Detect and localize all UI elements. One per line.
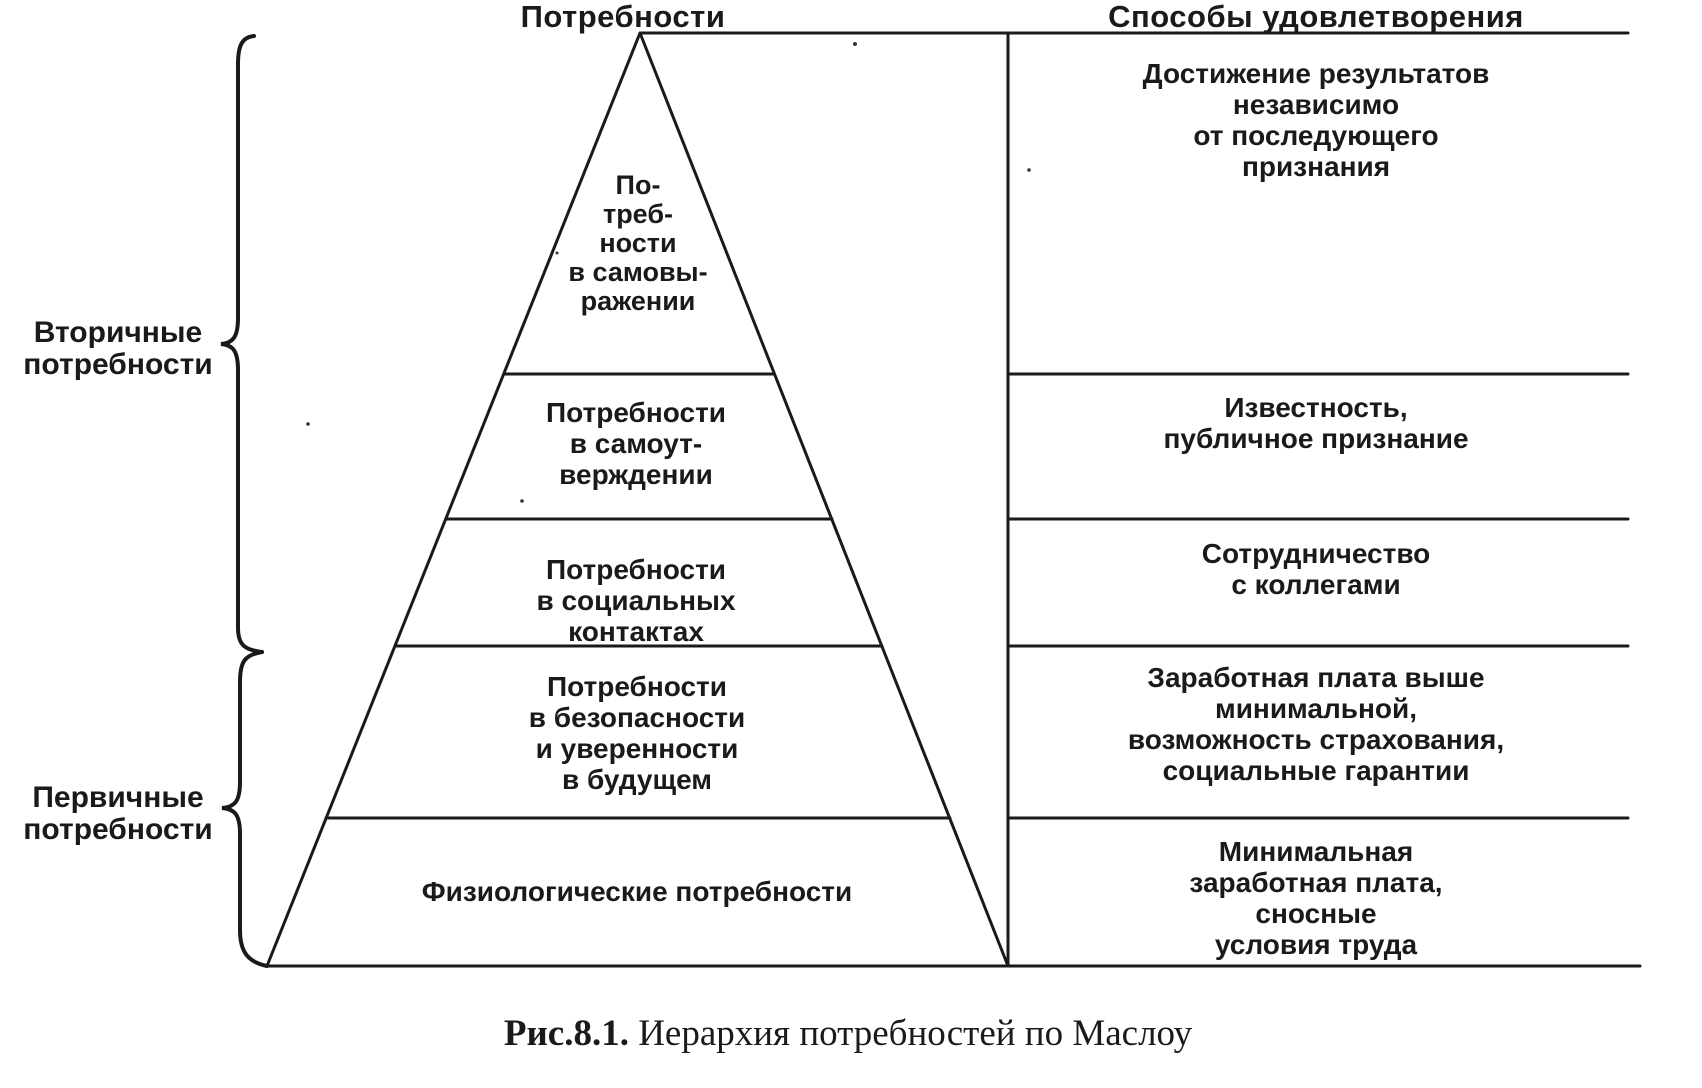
column-header-needs-label: Потребности	[520, 0, 726, 34]
column-header-needs	[521, 0, 726, 33]
pyramid-level-2-line: в самоут-	[569, 428, 703, 459]
pyramid-level-self-assertion	[546, 397, 726, 490]
pyramid-level-3-line: контактах	[568, 616, 704, 647]
pyramid-level-1-line: ражении	[580, 286, 696, 316]
figure-caption-number: Рис.8.1.	[503, 1013, 629, 1054]
satisfaction-cell-5-line: Минимальная	[1218, 836, 1414, 867]
pyramid-level-1-line: в самовы-	[568, 257, 708, 287]
satisfaction-cell-4-line: социальные гарантии	[1162, 755, 1470, 786]
satisfaction-cell-1-line: Достижение результатов	[1142, 58, 1490, 89]
satisfaction-cell-cooperation	[1202, 538, 1431, 600]
pyramid-level-2-line: Потребности	[546, 397, 726, 428]
satisfaction-cell-1-line: признания	[1241, 151, 1391, 182]
satisfaction-cell-3-line: Сотрудничество	[1201, 538, 1431, 569]
pyramid-level-self-expression	[568, 171, 707, 316]
column-header-ways	[1108, 0, 1524, 33]
satisfaction-cell-1-line: от последующего	[1193, 120, 1439, 151]
pyramid-level-1-line: треб-	[602, 199, 674, 229]
satisfaction-cell-4-line: Заработная плата выше	[1147, 662, 1485, 693]
satisfaction-cell-achievement	[1143, 58, 1490, 182]
satisfaction-cell-2-line: публичное признание	[1163, 423, 1469, 454]
secondary-needs-brace	[221, 36, 262, 652]
pyramid-level-safety	[529, 671, 745, 795]
satisfaction-cell-5-line: заработная плата,	[1189, 867, 1443, 898]
figure-caption	[504, 1012, 1192, 1056]
pyramid-level-physiological	[422, 876, 852, 907]
secondary-needs-label	[23, 317, 212, 381]
pyramid-level-1-line: ности	[599, 228, 677, 258]
pyramid-level-3-line: в социальных	[536, 585, 736, 616]
primary-needs-line-2: потребности	[23, 813, 213, 846]
pyramid-level-3-line: Потребности	[546, 554, 726, 585]
figure-caption-text: Иерархия потребностей по Маслоу	[628, 1013, 1193, 1054]
satisfaction-cell-3-line: с коллегами	[1231, 569, 1401, 600]
pyramid-level-4-line: Потребности	[546, 671, 727, 702]
secondary-needs-line-2: потребности	[23, 348, 213, 381]
column-header-ways-label: Способы удовлетворения	[1108, 0, 1524, 34]
pyramid-level-4-line: и уверенности	[535, 733, 739, 764]
primary-needs-line-1: Первичные	[32, 781, 204, 814]
satisfaction-cell-minimum-wage	[1189, 836, 1442, 960]
satisfaction-cell-wages-above-min	[1128, 662, 1504, 786]
pyramid-level-social-contacts	[536, 554, 735, 647]
satisfaction-cell-4-line: возможность страхования,	[1127, 724, 1505, 755]
pyramid-level-1-line: По-	[615, 170, 661, 200]
primary-needs-brace	[222, 652, 267, 966]
satisfaction-cell-fame	[1163, 392, 1468, 454]
pyramid-level-4-line: в безопасности	[528, 702, 746, 733]
satisfaction-cell-5-line: условия труда	[1214, 929, 1418, 960]
secondary-needs-line-1: Вторичные	[33, 316, 203, 349]
pyramid-level-4-line: в будущем	[561, 764, 713, 795]
primary-needs-label	[23, 782, 212, 846]
satisfaction-cell-2-line: Известность,	[1224, 392, 1408, 423]
pyramid-level-2-line: верждении	[559, 459, 713, 490]
pyramid-level-5-line: Физиологические потребности	[421, 876, 853, 907]
satisfaction-cell-5-line: сносные	[1255, 898, 1377, 929]
satisfaction-cell-4-line: минимальной,	[1215, 693, 1417, 724]
satisfaction-cell-1-line: независимо	[1232, 89, 1400, 120]
